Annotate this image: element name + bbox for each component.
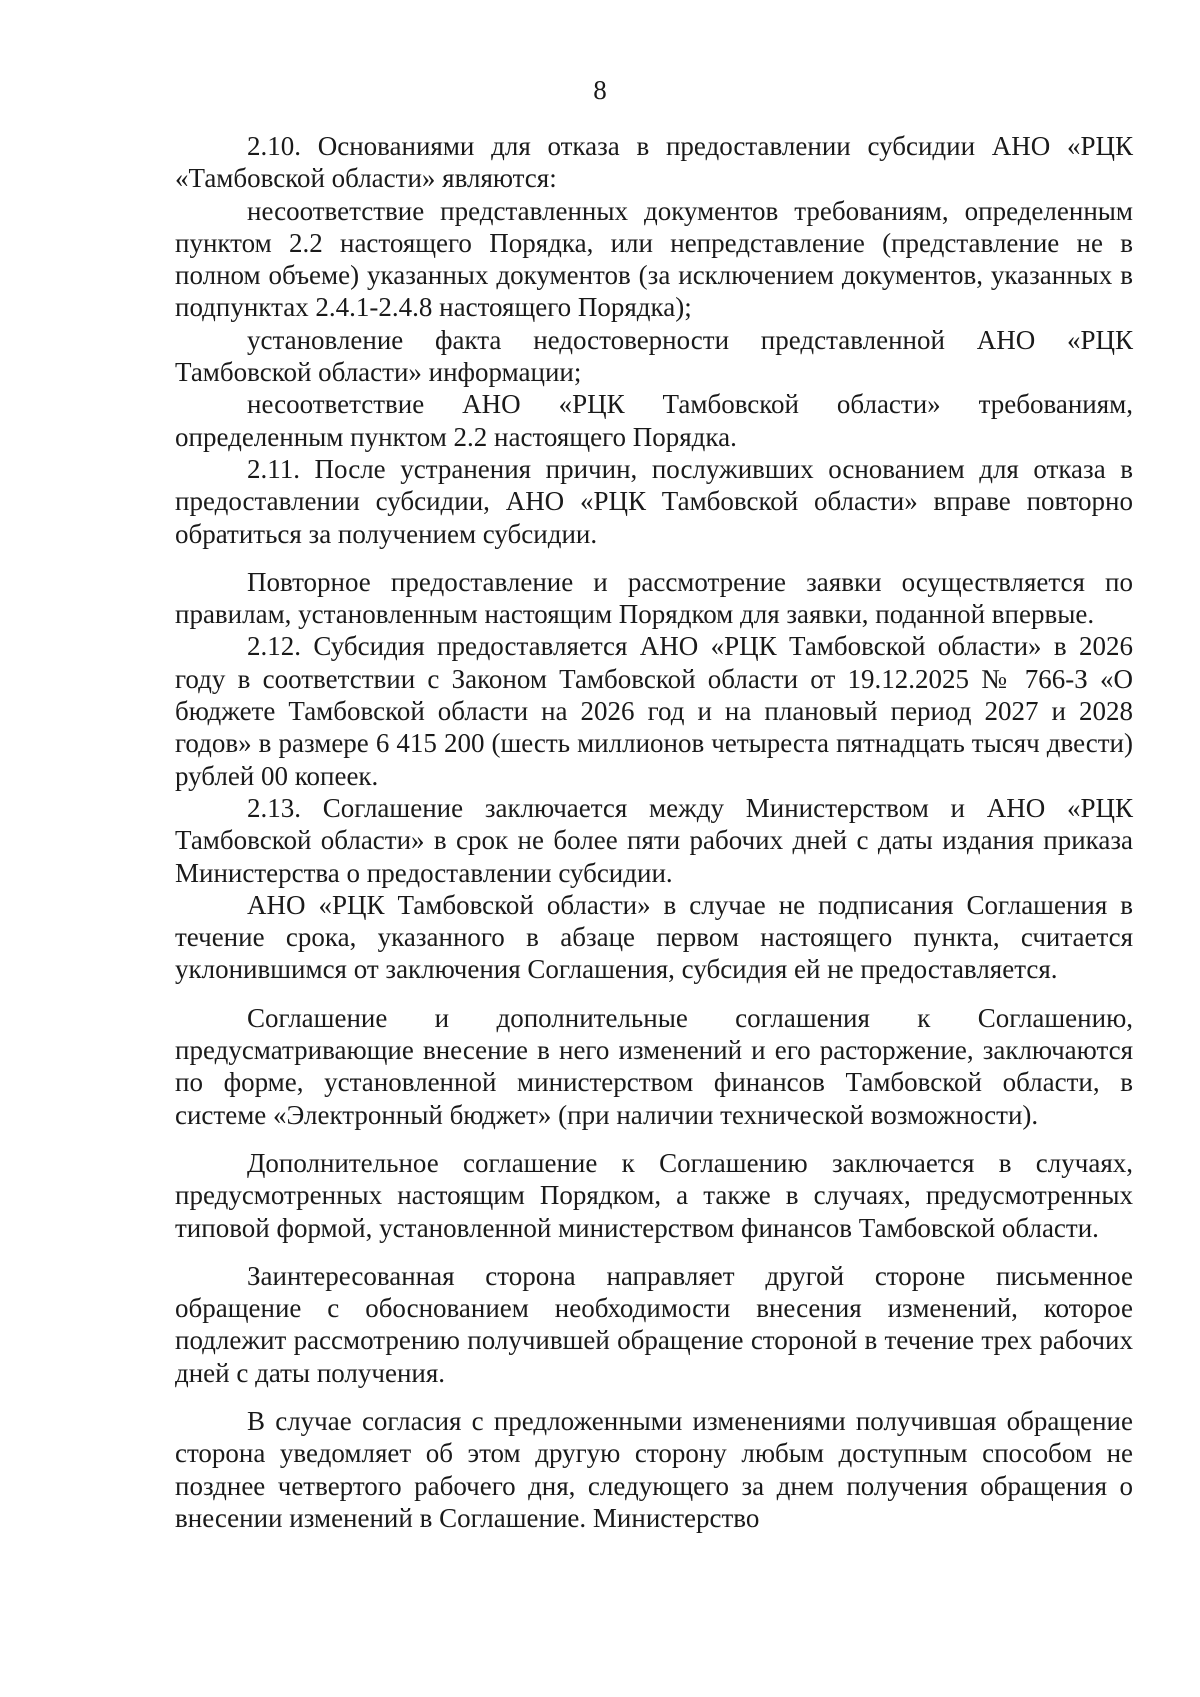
paragraph-2-13: 2.13. Соглашение заключается между Министерством и АНО «РЦК Тамбовской области» в срок не более пяти рабочих дней с даты издания приказа Министерства о предоставлении субсидии. [175,792,1133,888]
paragraph-2-10: 2.10. Основаниями для отказа в предоставлении субсидии АНО «РЦК «Тамбовской области» являются: [175,131,1133,194]
paragraph-2-11: 2.11. После устранения причин, послуживших основанием для отказа в предоставлении субсидии, АНО «РЦК Тамбовской области» вправе повторно обратиться за получением субсидии. [175,453,1133,549]
paragraph-not-signed: АНО «РЦК Тамбовской области» в случае не подписания Соглашения в течение срока, указанного в абзаце первом настоящего пункта, считается уклонившимся от заключения Соглашения, субсидия ей не предоставляется. [175,889,1133,985]
paragraph-refusal-reason-documents: несоответствие представленных документов требованиям, определенным пунктом 2.2 настоящего Порядка, или непредставление (представление не в полном объеме) указанных документов (за исключением документов, указанных в подпунктах 2.4.1-2.4.8 настоящего Порядка); [175,195,1133,323]
paragraph-interested-party: Заинтересованная сторона направляет другой стороне письменное обращение с обоснованием необходимости внесения изменений, которое подлежит рассмотрению получившей обращение стороной в течение трех рабочих дней с даты получения. [175,1260,1133,1388]
paragraph-refusal-reason-unreliable-info: установление факта недостоверности представленной АНО «РЦК Тамбовской области» информации; [175,324,1133,388]
paragraph-additional-agreement: Дополнительное соглашение к Соглашению заключается в случаях, предусмотренных настоящим Порядком, а также в случаях, предусмотренных типовой формой, установленной министерством финансов Тамбовской области. [175,1147,1133,1243]
paragraph-agreement-form: Соглашение и дополнительные соглашения к Соглашению, предусматривающие внесение в него изменений и его расторжение, заключаются по форме, установленной министерством финансов Тамбовской области, в системе «Электронный бюджет» (при наличии технической возможности). [175,1002,1133,1130]
paragraph-refusal-reason-nonconformity: несоответствие АНО «РЦК Тамбовской области» требованиям, определенным пунктом 2.2 настоящего Порядка. [175,389,1133,452]
paragraph-consent: В случае согласия с предложенными изменениями получившая обращение сторона уведомляет об этом другую сторону любым доступным способом не позднее четвертого рабочего дня, следующего за днем получения обращения о внесении изменений в Соглашение. Министерство [175,1405,1133,1533]
paragraph-2-12: 2.12. Субсидия предоставляется АНО «РЦК Тамбовской области» в 2026 году в соответствии с Законом Тамбовской области от 19.12.2025 № 766-З «О бюджете Тамбовской области на 2026 год и на плановый период 2027 и 2028 годов» в размере 6 415 200 (шесть миллионов четыреста пятнадцать тысяч двести) рублей 00 копеек. [175,631,1133,791]
paragraph-repeat-application: Повторное предоставление и рассмотрение заявки осуществляется по правилам, установленным настоящим Порядком для заявки, поданной впервые. [175,566,1133,630]
page-number: 8 [593,75,607,105]
document-body [175,130,1133,1534]
